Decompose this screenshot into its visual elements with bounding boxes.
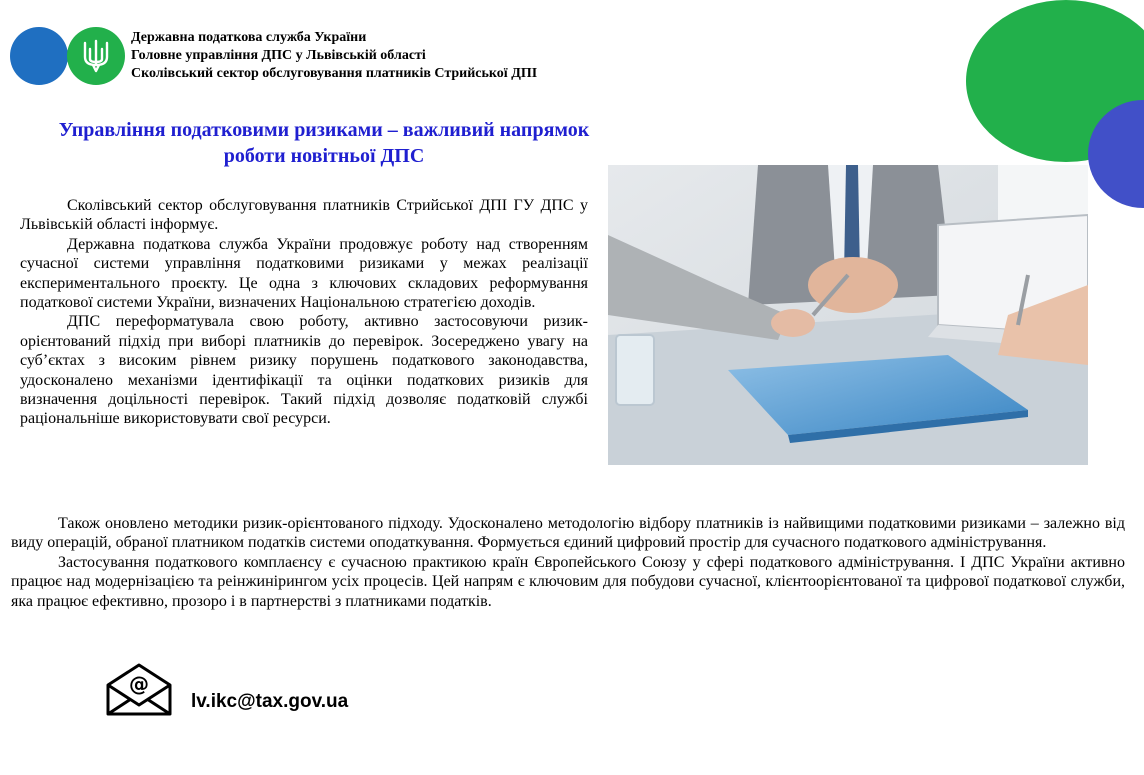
title-line-2: роботи новітньої ДПС [223, 145, 425, 167]
trident-icon [82, 39, 110, 73]
org-line-2: Головне управління ДПС у Львівській області [131, 48, 426, 63]
lead-text [20, 196, 588, 429]
title-line-1: Управління податковими ризиками – важливий напрямок [58, 119, 590, 141]
body-text [11, 514, 1125, 611]
business-meeting-photo [608, 165, 1088, 465]
lead-paragraph-1: Сколівський сектор обслуговування платників Стрийської ДПІ ГУ ДПС у Львівській області інформує. [20, 197, 588, 234]
mail-icon [105, 663, 173, 722]
lead-paragraph-3: ДПС переформатувала свою роботу, активно застосовуючи ризик-орієнтований підхід при виборі платників до перевірок. Зосереджено увагу на суб’єктах з високим рівнем ризику порушень податкового законодавства, удосконалено механізми ідентифікації та оцінки податкових ризиків для визначення доцільності перевірок. Такий підхід дозволяє податковій службі раціональніше використовувати свої ресурси. [20, 313, 588, 428]
org-line-3: Сколівський сектор обслуговування платників Стрийської ДПІ [131, 66, 538, 81]
lead-paragraph-2: Державна податкова служба України продовжує роботу над створенням сучасної системи управління податковими ризиками у межах реалізації експериментального проєкту. Це одна з ключових складових реформування податкової системи України, визначених Національною стратегією доходів. [20, 235, 588, 312]
article-title [0, 117, 648, 169]
organization-header [131, 29, 537, 83]
logo-blue-circle [10, 27, 68, 85]
svg-text:@: @ [129, 672, 149, 696]
contact-email[interactable]: lv.ikc@tax.gov.ua [191, 691, 349, 712]
org-line-1: Державна податкова служба України [131, 30, 367, 45]
logo-green-circle [67, 27, 125, 85]
body-paragraph-2: Застосування податкового комплаєнсу є сучасною практикою країн Європейського Союзу у сфері податкового адміністрування. І ДПС України активно працює над модернізацією та реінжинірингом усіх процесів. Цей напрям є ключовим для побудови сучасної, клієнтоорієнтованої та цифрової податкової служби, яка працює ефективно, прозоро і в партнерстві з платниками податків. [11, 553, 1125, 610]
body-paragraph-1: Також оновлено методики ризик-орієнтованого підходу. Удосконалено методологію відбору платників із найвищими податковими ризиками – залежно від виду операцій, обраної платником податків системи оподаткування. Формується єдиний цифровий простір для сучасного податкового адміністрування. [11, 515, 1125, 552]
